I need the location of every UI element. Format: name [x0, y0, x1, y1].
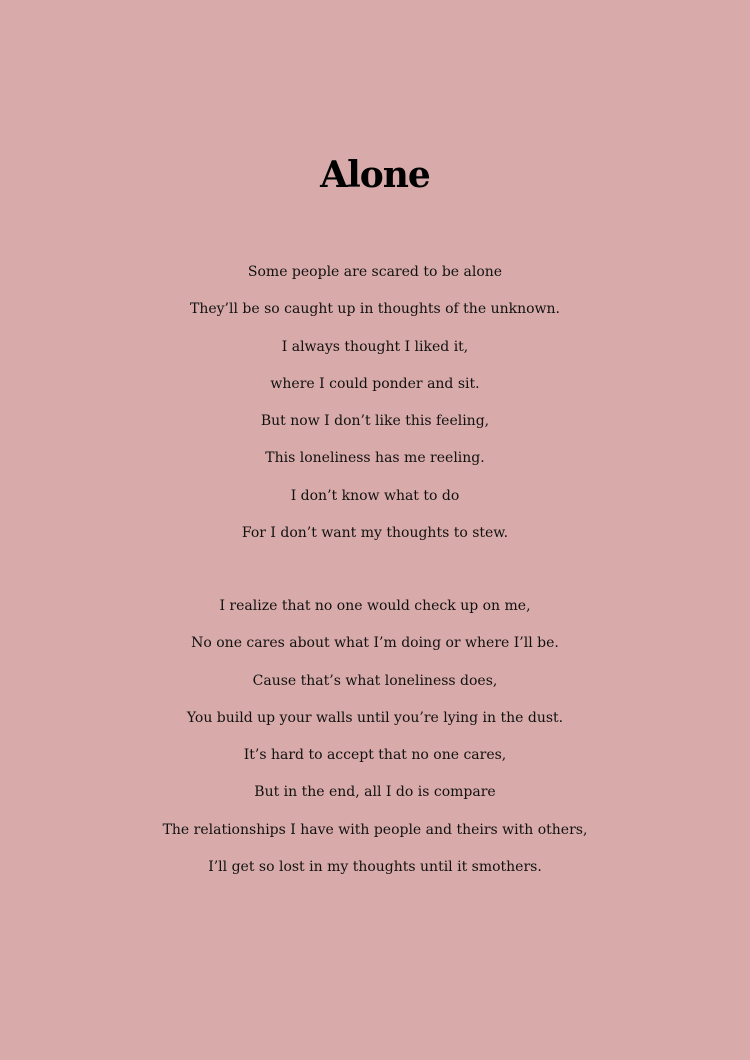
poem-line: No one cares about what I’m doing or where I’ll be. — [191, 635, 559, 652]
poem-title: Alone — [320, 154, 430, 196]
poem-line: I’ll get so lost in my thoughts until it smothers. — [208, 859, 542, 876]
poem-line: Cause that’s what loneliness does, — [252, 672, 498, 689]
poem-line: It’s hard to accept that no one cares, — [243, 747, 507, 764]
stanza-1 — [0, 254, 750, 552]
poem-line: I always thought I liked it, — [281, 338, 469, 355]
poem-line: They’ll be so caught up in thoughts of the unknown. — [190, 301, 560, 318]
poem-line: where I could ponder and sit. — [270, 375, 480, 392]
stanza-2 — [0, 588, 750, 886]
poem-line: I don’t know what to do — [290, 487, 460, 504]
poem-line: Some people are scared to be alone — [247, 264, 503, 280]
poem-line: For I don’t want my thoughts to stew. — [241, 525, 509, 542]
poem-line: The relationships I have with people and theirs with others, — [162, 821, 588, 838]
poem-line: This loneliness has me reeling. — [265, 450, 485, 467]
poem-line: I realize that no one would check up on me, — [219, 598, 531, 614]
poem-line: But in the end, all I do is compare — [254, 784, 496, 801]
poem-line: You build up your walls until you’re lying in the dust. — [186, 709, 564, 726]
poem-line: But now I don’t like this feeling, — [260, 413, 490, 430]
